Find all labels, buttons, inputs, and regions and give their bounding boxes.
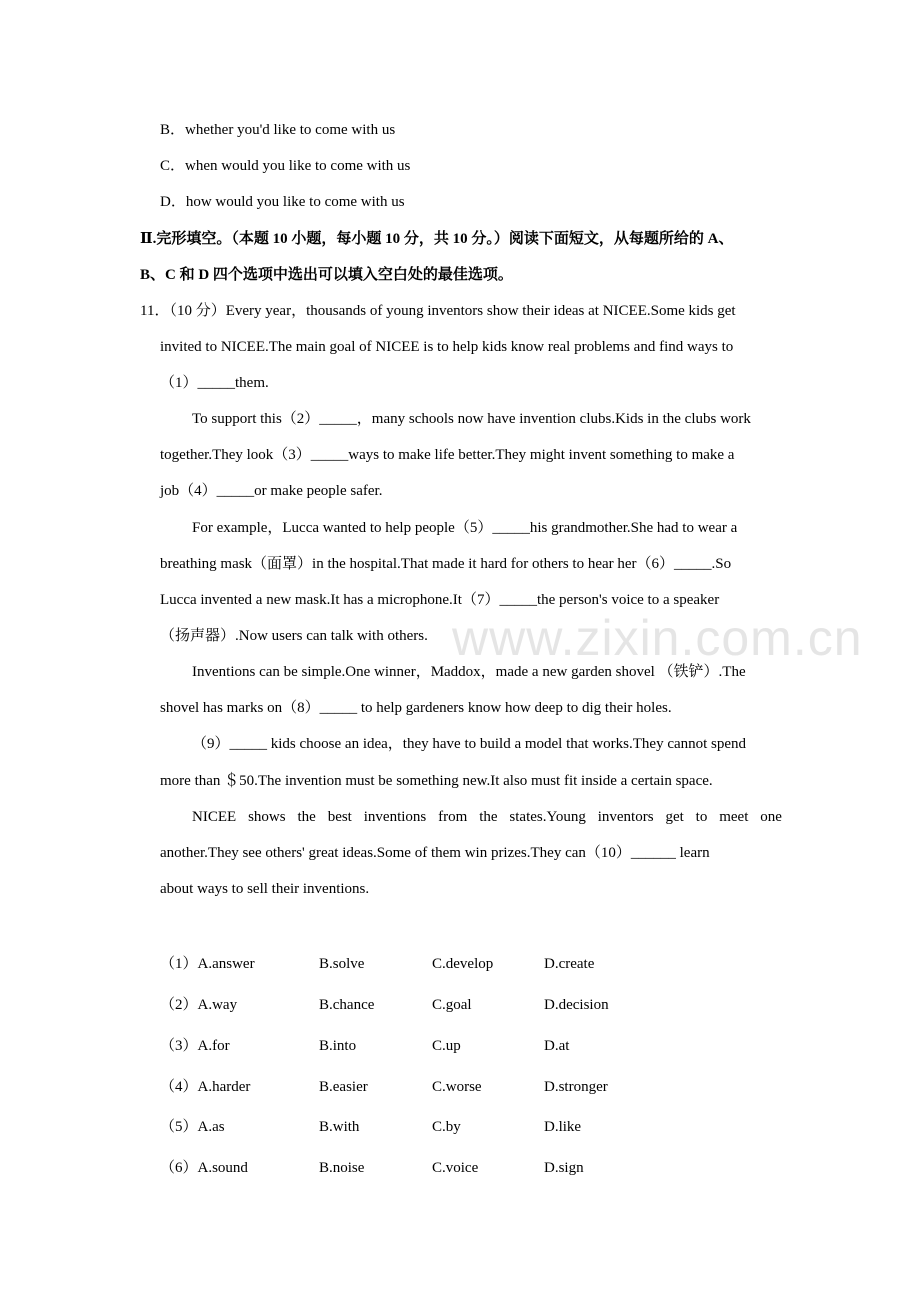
- passage-line: job（4）_____or make people safer.: [160, 483, 383, 499]
- option-d: D.at: [544, 1038, 570, 1054]
- watermark: www.zixin.com.cn: [452, 610, 863, 666]
- option-d: D.like: [544, 1119, 582, 1135]
- word: one: [760, 809, 782, 825]
- passage-paragraph-start: （9）_____ kids choose an idea，they have to build a model that works.They cannot spend: [192, 736, 747, 752]
- passage-line: more than ＄50.The invention must be something new.It also must fit inside a certain space.: [160, 773, 713, 789]
- word: from: [438, 809, 468, 825]
- word: best: [327, 809, 352, 825]
- option-c: C.develop: [432, 956, 494, 972]
- word: the: [297, 809, 316, 825]
- prev-option-b: B．whether you'd like to come with us: [160, 122, 396, 138]
- passage-paragraph-start-justified: [192, 807, 782, 827]
- option-b: B.into: [319, 1038, 357, 1054]
- option-b: B.with: [319, 1119, 360, 1135]
- word: shows: [248, 809, 286, 825]
- passage-line: together.They look（3）_____ways to make life better.They might invent something to make a: [160, 447, 735, 463]
- option-d: D.sign: [544, 1160, 584, 1176]
- passage-line: shovel has marks on（8）_____ to help gardeners know how deep to dig their holes.: [160, 700, 672, 716]
- passage-paragraph-start: Inventions can be simple.One winner，Maddox，made a new garden shovel （铁铲）.The: [192, 664, 746, 680]
- option-a: （5）A.as: [160, 1119, 225, 1135]
- option-b: B.solve: [319, 956, 365, 972]
- option-c: C.by: [432, 1119, 461, 1135]
- question-stem: 11．（10 分）Every year，thousands of young inventors show their ideas at NICEE.Some kids get: [140, 303, 736, 319]
- option-d: D.stronger: [544, 1079, 608, 1095]
- word: get: [665, 809, 684, 825]
- passage-line: invited to NICEE.The main goal of NICEE is to help kids know real problems and find ways to: [160, 339, 734, 355]
- word: states.Young: [509, 809, 586, 825]
- option-a: （2）A.way: [160, 997, 238, 1013]
- word: the: [479, 809, 498, 825]
- option-c: C.worse: [432, 1079, 482, 1095]
- word: NICEE: [192, 809, 237, 825]
- passage-paragraph-start: For example，Lucca wanted to help people（5）_____his grandmother.She had to wear a: [192, 520, 738, 536]
- passage-paragraph-start: To support this（2）_____，many schools now have invention clubs.Kids in the clubs work: [192, 411, 751, 427]
- passage-line: （1）_____them.: [160, 375, 269, 391]
- option-d: D.decision: [544, 997, 609, 1013]
- option-a: （3）A.for: [160, 1038, 230, 1054]
- option-d: D.create: [544, 956, 595, 972]
- passage-line: breathing mask（面罩）in the hospital.That made it hard for others to hear her（6）_____.So: [160, 556, 732, 572]
- section-heading-line1: Ⅱ.完形填空。（本题 10 小题，每小题 10 分，共 10 分。）阅读下面短文，从每题所给的 A、: [140, 231, 734, 247]
- option-b: B.chance: [319, 997, 375, 1013]
- passage-line: another.They see others' great ideas.Some of them win prizes.They can（10）______ learn: [160, 845, 710, 861]
- option-c: C.up: [432, 1038, 461, 1054]
- word: meet: [719, 809, 749, 825]
- passage-line: （扬声器）.Now users can talk with others.: [160, 628, 428, 644]
- word: inventors: [597, 809, 654, 825]
- prev-option-d: D．how would you like to come with us: [160, 194, 405, 210]
- section-heading-line2: B、C 和 D 四个选项中选出可以填入空白处的最佳选项。: [140, 267, 513, 283]
- option-c: C.goal: [432, 997, 472, 1013]
- word: to: [695, 809, 708, 825]
- option-b: B.easier: [319, 1079, 368, 1095]
- prev-option-c: C．when would you like to come with us: [160, 158, 411, 174]
- option-a: （1）A.answer: [160, 956, 255, 972]
- option-b: B.noise: [319, 1160, 365, 1176]
- word: inventions: [363, 809, 427, 825]
- passage-line: about ways to sell their inventions.: [160, 881, 370, 897]
- passage-line: Lucca invented a new mask.It has a microphone.It（7）_____the person's voice to a speaker: [160, 592, 720, 608]
- option-c: C.voice: [432, 1160, 479, 1176]
- option-a: （4）A.harder: [160, 1079, 251, 1095]
- option-a: （6）A.sound: [160, 1160, 248, 1176]
